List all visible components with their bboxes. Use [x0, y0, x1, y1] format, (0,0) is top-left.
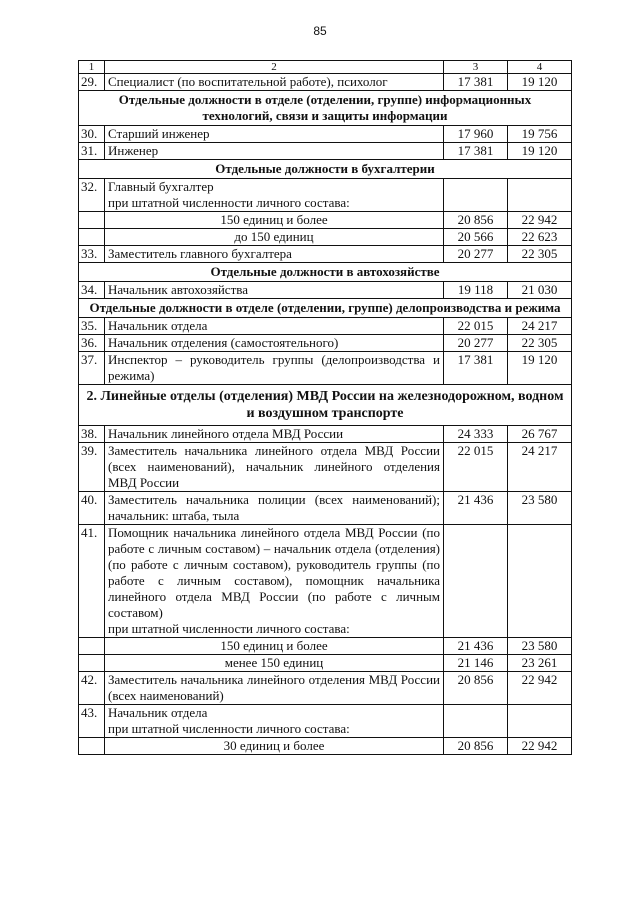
row-number: 33. [79, 246, 105, 263]
position-name [105, 335, 444, 352]
value-col4: 19 120 [508, 352, 572, 385]
position-name [105, 282, 444, 299]
value-col4: 19 120 [508, 143, 572, 160]
table-row [79, 426, 572, 443]
position-name-note: при штатной численности личного состава: [108, 621, 350, 636]
row-number: 32. [79, 179, 105, 212]
value-col4: 23 261 [508, 655, 572, 672]
row-number: 36. [79, 335, 105, 352]
table-row [79, 143, 572, 160]
value-col4: 26 767 [508, 426, 572, 443]
value-col4: 24 217 [508, 318, 572, 335]
position-name-text: Начальник отдела [108, 318, 208, 333]
row-number-empty [79, 229, 105, 246]
row-number: 38. [79, 426, 105, 443]
position-name-text: Заместитель начальника линейного отдела МВД России (всех наименований), начальник линейного отделения МВД России [108, 443, 440, 490]
value-col3 [444, 705, 508, 738]
subrow-label: менее 150 единиц [105, 655, 444, 672]
value-col4: 22 942 [508, 738, 572, 755]
column-header-3: 3 [444, 61, 508, 74]
column-header-1: 1 [79, 61, 105, 74]
position-name [105, 426, 444, 443]
subrow-label: до 150 единиц [105, 229, 444, 246]
row-number: 31. [79, 143, 105, 160]
value-col3: 17 381 [444, 352, 508, 385]
row-number: 29. [79, 74, 105, 91]
position-name [105, 179, 444, 212]
row-number: 34. [79, 282, 105, 299]
row-number: 40. [79, 492, 105, 525]
column-header-4: 4 [508, 61, 572, 74]
table-row [79, 246, 572, 263]
value-col4 [508, 179, 572, 212]
value-col3: 20 856 [444, 672, 508, 705]
value-col3 [444, 525, 508, 638]
position-name-text: Заместитель главного бухгалтера [108, 246, 292, 261]
position-name [105, 126, 444, 143]
value-col3: 17 381 [444, 143, 508, 160]
position-name-text: Начальник автохозяйства [108, 282, 248, 297]
column-header-2: 2 [105, 61, 444, 74]
value-col3: 21 436 [444, 638, 508, 655]
value-col4 [508, 705, 572, 738]
value-col3: 24 333 [444, 426, 508, 443]
row-number: 30. [79, 126, 105, 143]
subrow-label: 30 единиц и более [105, 738, 444, 755]
position-name-text: Заместитель начальника полиции (всех наименований); начальник: штаба, тыла [108, 492, 440, 523]
value-col3: 20 856 [444, 212, 508, 229]
value-col4: 22 305 [508, 246, 572, 263]
section-heading: 2. Линейные отделы (отделения) МВД России на железнодорожном, водном и воздушном транспорте [79, 385, 572, 426]
section-heading: Отдельные должности в бухгалтерии [79, 160, 572, 179]
position-name [105, 143, 444, 160]
table-header-row [79, 61, 572, 74]
row-number-empty [79, 655, 105, 672]
value-col4: 19 756 [508, 126, 572, 143]
position-name [105, 443, 444, 492]
position-name [105, 492, 444, 525]
value-col3: 21 436 [444, 492, 508, 525]
position-name-text: Специалист (по воспитательной работе), психолог [108, 74, 388, 89]
position-name-text: Заместитель начальника линейного отделения МВД России (всех наименований) [108, 672, 440, 703]
position-name [105, 318, 444, 335]
section-heading-row [79, 263, 572, 282]
subrow-label: 150 единиц и более [105, 212, 444, 229]
value-col4: 22 942 [508, 212, 572, 229]
salary-table [78, 60, 572, 755]
row-number: 37. [79, 352, 105, 385]
section-heading: Отдельные должности в отделе (отделении, группе) делопроизводства и режима [79, 299, 572, 318]
value-col4 [508, 525, 572, 638]
table-row [79, 179, 572, 212]
table-row [79, 492, 572, 525]
position-name-text: Главный бухгалтер [108, 179, 214, 194]
table-row [79, 74, 572, 91]
position-name-note: при штатной численности личного состава: [108, 195, 350, 210]
position-name-text: Начальник отделения (самостоятельного) [108, 335, 339, 350]
section-heading-row [79, 91, 572, 126]
value-col3: 20 277 [444, 246, 508, 263]
position-name-note: при штатной численности личного состава: [108, 721, 350, 736]
position-name-text: Инспектор – руководитель группы (делопроизводства и режима) [108, 352, 440, 383]
value-col3: 22 015 [444, 443, 508, 492]
row-number: 39. [79, 443, 105, 492]
value-col4: 23 580 [508, 638, 572, 655]
table-row [79, 525, 572, 638]
value-col4: 22 305 [508, 335, 572, 352]
position-name [105, 672, 444, 705]
value-col4: 19 120 [508, 74, 572, 91]
position-name-text: Помощник начальника линейного отдела МВД России (по работе с личным составом) – начальник отдела (отделения) (по работе с личным составом), руководитель группы (по работе с личным составом), помощник начальника линейного отдела МВД России (по работе с личным составом) [108, 525, 440, 620]
position-name-text: Старший инженер [108, 126, 210, 141]
section-heading-row [79, 299, 572, 318]
value-col3: 19 118 [444, 282, 508, 299]
row-number: 42. [79, 672, 105, 705]
position-name [105, 352, 444, 385]
table-row [79, 335, 572, 352]
value-col3: 17 960 [444, 126, 508, 143]
section-heading-row [79, 385, 572, 426]
value-col4: 22 942 [508, 672, 572, 705]
table-row [79, 126, 572, 143]
table-row [79, 318, 572, 335]
subrow-label: 150 единиц и более [105, 638, 444, 655]
value-col4: 24 217 [508, 443, 572, 492]
value-col3: 20 277 [444, 335, 508, 352]
row-number-empty [79, 738, 105, 755]
position-name-text: Начальник отдела [108, 705, 208, 720]
value-col3: 17 381 [444, 74, 508, 91]
table-subrow [79, 738, 572, 755]
value-col3: 20 566 [444, 229, 508, 246]
table-row [79, 282, 572, 299]
table-row [79, 443, 572, 492]
row-number-empty [79, 638, 105, 655]
value-col3: 21 146 [444, 655, 508, 672]
value-col3 [444, 179, 508, 212]
value-col4: 22 623 [508, 229, 572, 246]
position-name [105, 705, 444, 738]
section-heading: Отдельные должности в отделе (отделении, группе) информационных технологий, связи и защиты информации [79, 91, 572, 126]
position-name-text: Инженер [108, 143, 159, 158]
row-number-empty [79, 212, 105, 229]
value-col3: 22 015 [444, 318, 508, 335]
value-col4: 23 580 [508, 492, 572, 525]
position-name [105, 74, 444, 91]
table-row [79, 705, 572, 738]
table-subrow [79, 655, 572, 672]
table-row [79, 672, 572, 705]
table-subrow [79, 229, 572, 246]
table-subrow [79, 638, 572, 655]
position-name [105, 525, 444, 638]
section-heading-row [79, 160, 572, 179]
row-number: 41. [79, 525, 105, 638]
table-subrow [79, 212, 572, 229]
section-heading: Отдельные должности в автохозяйстве [79, 263, 572, 282]
position-name-text: Начальник линейного отдела МВД России [108, 426, 344, 441]
row-number: 43. [79, 705, 105, 738]
row-number: 35. [79, 318, 105, 335]
value-col4: 21 030 [508, 282, 572, 299]
value-col3: 20 856 [444, 738, 508, 755]
table-row [79, 352, 572, 385]
page-number: 85 [313, 24, 327, 38]
position-name [105, 246, 444, 263]
